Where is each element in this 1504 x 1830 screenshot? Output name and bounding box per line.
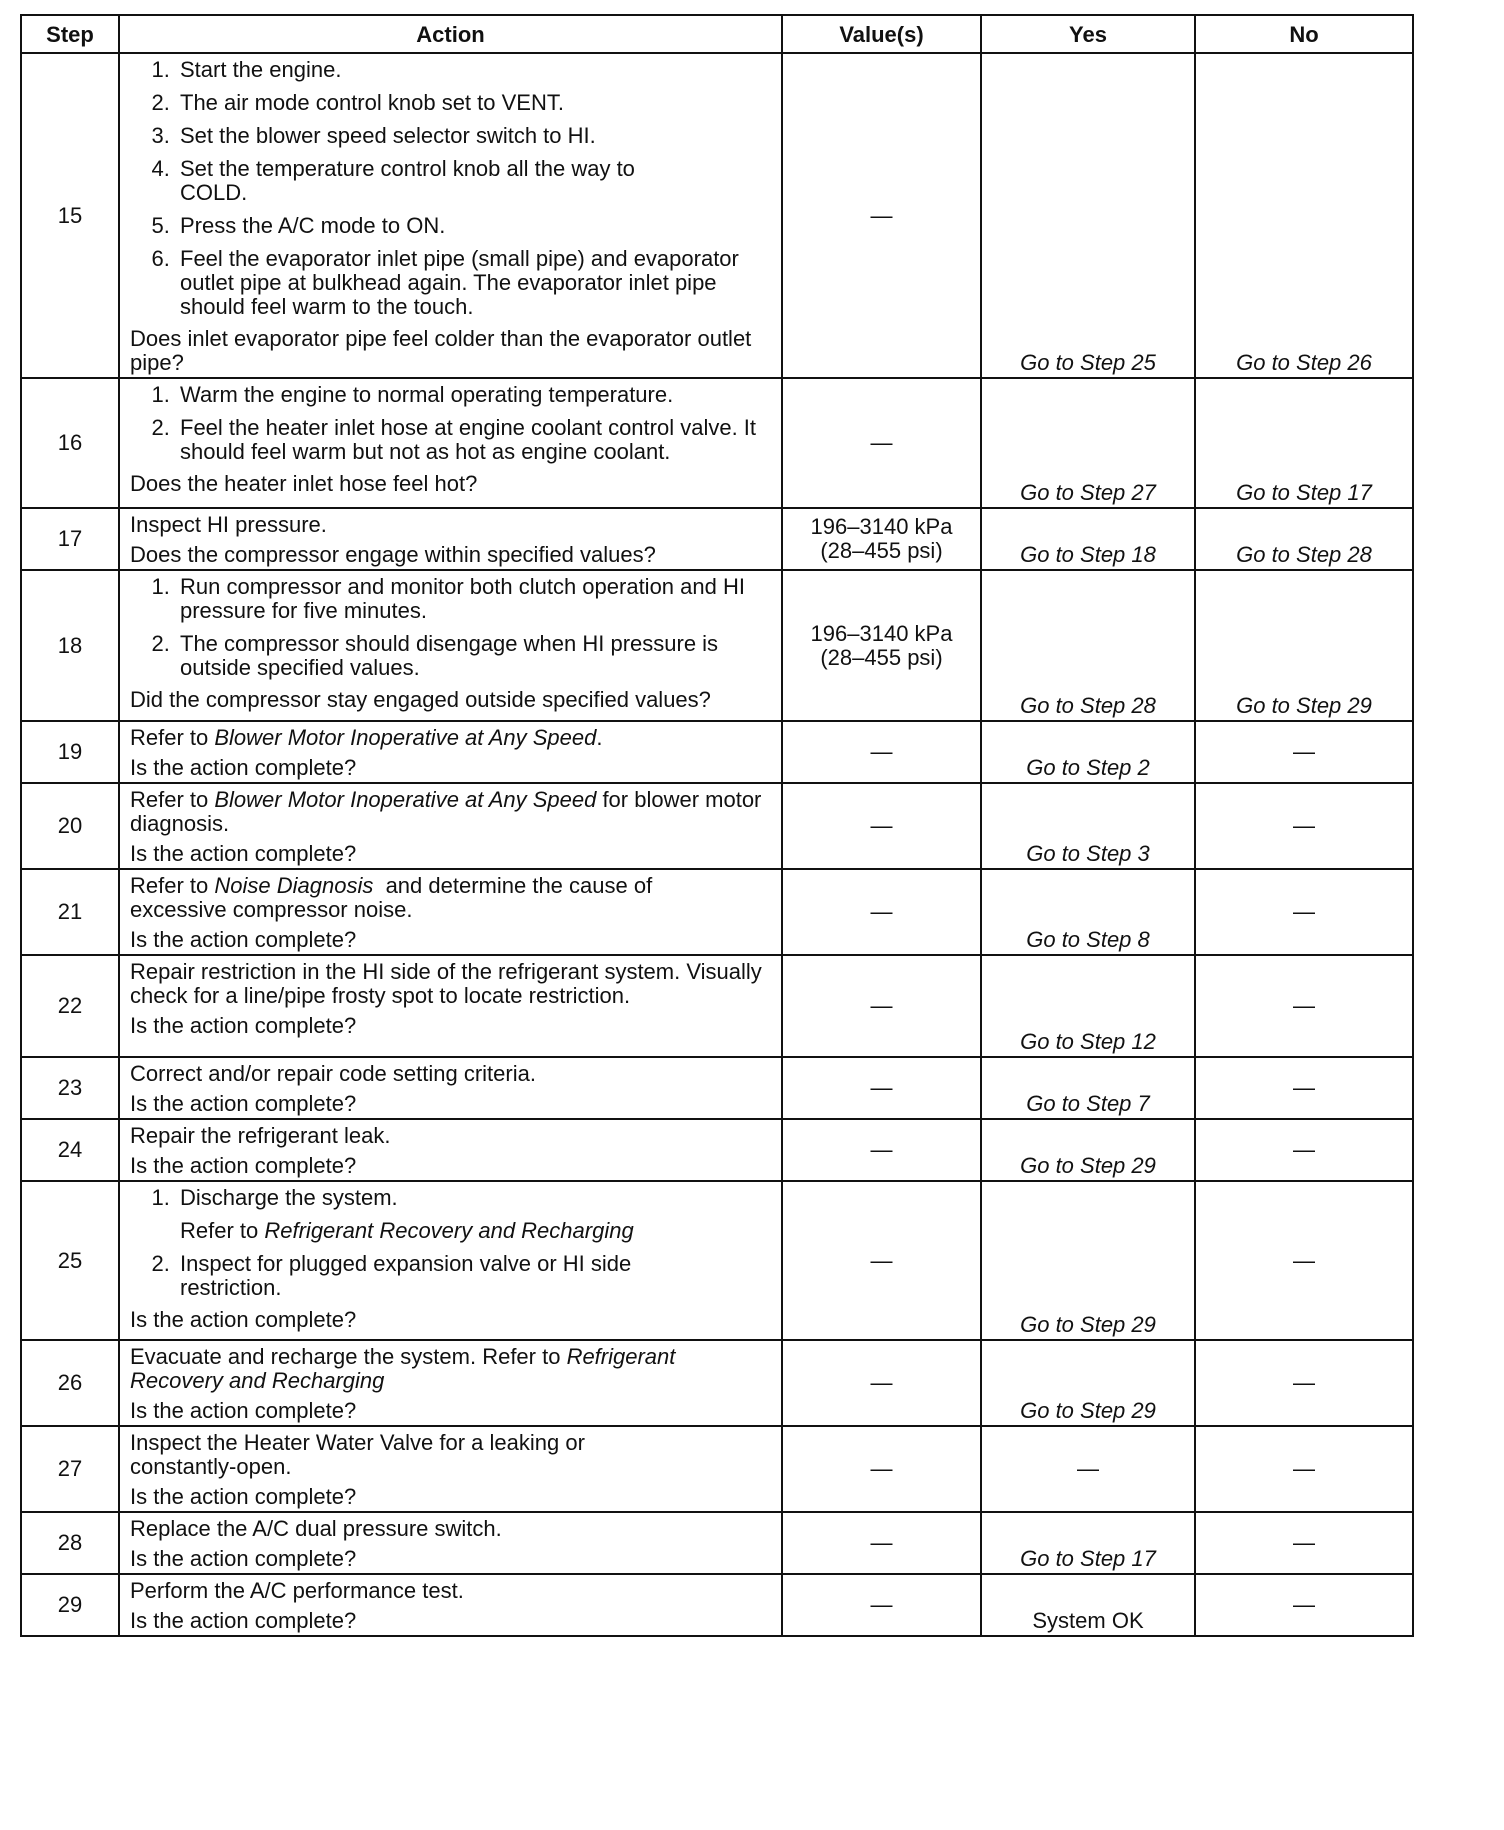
value-cell: — (782, 1119, 981, 1181)
action-cell (119, 1426, 782, 1512)
action-cell (119, 1181, 782, 1340)
step-number: 22 (21, 955, 119, 1057)
yes-result: Go to Step 27 (1020, 480, 1156, 505)
action-text: Repair restriction in the HI side of the refrigerant system. Visually check for a line/pipe frosty spot to locate restriction. (130, 959, 762, 1008)
no-cell (1195, 1574, 1413, 1636)
table-row (21, 1181, 1413, 1340)
step-number: 29 (21, 1574, 119, 1636)
action-step: 4. Set the temperature control knob all the way to COLD. (176, 157, 771, 205)
table-row (21, 1119, 1413, 1181)
no-result: — (1293, 1592, 1315, 1617)
yes-cell (981, 53, 1195, 378)
value-cell: — (782, 783, 981, 869)
step-number: 17 (21, 508, 119, 570)
action-text: Replace the A/C dual pressure switch. (130, 1516, 502, 1541)
no-result: — (1293, 739, 1315, 764)
action-cell (119, 869, 782, 955)
yes-result: Go to Step 12 (1020, 1029, 1156, 1054)
yes-result: Go to Step 7 (1026, 1091, 1150, 1116)
no-result: Go to Step 26 (1236, 350, 1372, 375)
value-cell (782, 508, 981, 570)
table-row (21, 1426, 1413, 1512)
yes-result: Go to Step 8 (1026, 927, 1150, 952)
table-row (21, 955, 1413, 1057)
action-text (130, 726, 771, 750)
action-steps-list (130, 1186, 771, 1300)
action-question: Does inlet evaporator pipe feel colder than the evaporator outlet pipe? (130, 326, 752, 375)
action-cell (119, 783, 782, 869)
action-question: Is the action complete? (130, 1398, 357, 1423)
value-cell: — (782, 53, 981, 378)
table-row (21, 1512, 1413, 1574)
yes-cell (981, 570, 1195, 721)
action-question: Is the action complete? (130, 1484, 357, 1509)
no-result: — (1293, 899, 1315, 924)
action-cell (119, 1340, 782, 1426)
action-question: Is the action complete? (130, 755, 357, 780)
action-text-prefix: Refer to (130, 725, 215, 750)
action-text: Correct and/or repair code setting criteria. (130, 1061, 536, 1086)
action-text-suffix: and determine the cause of excessive compressor noise. (130, 873, 659, 922)
value-cell: — (782, 1574, 981, 1636)
action-step: 1. Warm the engine to normal operating temperature. (176, 383, 771, 407)
action-step: 1. Start the engine. (176, 58, 771, 82)
action-step: 2. Inspect for plugged expansion valve or HI side restriction. (176, 1252, 771, 1300)
no-cell (1195, 508, 1413, 570)
yes-result: Go to Step 28 (1020, 693, 1156, 718)
no-result: — (1293, 1456, 1315, 1481)
action-step-reference (180, 1219, 771, 1243)
value-kpa: 196–3140 kPa (810, 620, 953, 646)
no-result: Go to Step 28 (1236, 542, 1372, 567)
table-row (21, 570, 1413, 721)
no-cell (1195, 1181, 1413, 1340)
action-question: Is the action complete? (130, 1608, 357, 1633)
action-question: Is the action complete? (130, 1013, 357, 1038)
action-text-prefix: Refer to (130, 787, 215, 812)
yes-cell (981, 1340, 1195, 1426)
action-step (176, 1186, 771, 1243)
yes-result: Go to Step 29 (1020, 1398, 1156, 1423)
action-text (130, 1345, 771, 1393)
yes-result: System OK (1032, 1608, 1144, 1633)
action-steps-list (130, 58, 771, 319)
reference-link: Noise Diagnosis (214, 873, 374, 898)
action-text (130, 874, 771, 922)
step-number: 25 (21, 1181, 119, 1340)
action-question: Is the action complete? (130, 1307, 357, 1332)
action-step: 5. Press the A/C mode to ON. (176, 214, 771, 238)
header-no: No (1195, 15, 1413, 53)
no-result: — (1293, 1137, 1315, 1162)
value-cell: — (782, 1181, 981, 1340)
value-cell: — (782, 378, 981, 508)
no-result: — (1293, 1370, 1315, 1395)
value-cell: — (782, 1340, 981, 1426)
step-number: 28 (21, 1512, 119, 1574)
yes-cell (981, 955, 1195, 1057)
action-text-suffix: . (596, 725, 603, 750)
action-cell (119, 1057, 782, 1119)
table-row (21, 378, 1413, 508)
header-step: Step (21, 15, 119, 53)
step-number: 27 (21, 1426, 119, 1512)
table-row (21, 1057, 1413, 1119)
action-text: Inspect HI pressure. (130, 512, 327, 537)
value-psi: (28–455 psi) (820, 644, 943, 670)
no-result: Go to Step 29 (1236, 693, 1372, 718)
yes-cell (981, 1119, 1195, 1181)
value-kpa: 196–3140 kPa (810, 514, 953, 539)
no-result: — (1293, 1247, 1315, 1273)
action-step: 1. Run compressor and monitor both clutch operation and HI pressure for five minutes. (176, 575, 771, 623)
table-row (21, 783, 1413, 869)
value-psi: (28–455 psi) (820, 538, 943, 563)
action-steps-list (130, 383, 771, 464)
action-text: Repair the refrigerant leak. (130, 1123, 391, 1148)
value-cell: — (782, 721, 981, 783)
yes-cell (981, 378, 1195, 508)
header-yes: Yes (981, 15, 1195, 53)
action-question: Is the action complete? (130, 841, 357, 866)
header-values: Value(s) (782, 15, 981, 53)
action-text-prefix: Refer to (130, 873, 215, 898)
step-number: 24 (21, 1119, 119, 1181)
action-cell (119, 570, 782, 721)
no-cell (1195, 1426, 1413, 1512)
action-cell (119, 1512, 782, 1574)
action-step: 6. Feel the evaporator inlet pipe (small pipe) and evaporator outlet pipe at bulkhead again. The evaporator inlet pipe should feel warm to the touch. (176, 247, 771, 319)
header-row (21, 15, 1413, 53)
yes-result: Go to Step 17 (1020, 1546, 1156, 1571)
step-number: 23 (21, 1057, 119, 1119)
action-cell (119, 955, 782, 1057)
yes-result: Go to Step 2 (1026, 755, 1150, 780)
value-cell: — (782, 1426, 981, 1512)
reference-link: Refrigerant Recovery and Recharging (264, 1218, 634, 1243)
yes-result: Go to Step 29 (1020, 1312, 1156, 1337)
action-text-prefix: Evacuate and recharge the system. Refer to (130, 1344, 567, 1369)
action-text: Perform the A/C performance test. (130, 1578, 464, 1603)
yes-result: Go to Step 18 (1020, 542, 1156, 567)
no-result: Go to Step 17 (1236, 480, 1372, 505)
action-text (130, 788, 771, 836)
action-step: 3. Set the blower speed selector switch to HI. (176, 124, 771, 148)
action-question: Did the compressor stay engaged outside specified values? (130, 687, 711, 712)
step-number: 21 (21, 869, 119, 955)
action-question: Is the action complete? (130, 1546, 357, 1571)
action-step: 2. Feel the heater inlet hose at engine coolant control valve. It should feel warm but not as hot as engine coolant. (176, 416, 771, 464)
action-question: Is the action complete? (130, 927, 357, 952)
action-cell (119, 508, 782, 570)
yes-cell (981, 783, 1195, 869)
step-number: 18 (21, 570, 119, 721)
action-question: Does the compressor engage within specified values? (130, 542, 656, 567)
action-question: Is the action complete? (130, 1091, 357, 1116)
header-action: Action (119, 15, 782, 53)
no-cell (1195, 1512, 1413, 1574)
no-cell (1195, 1119, 1413, 1181)
action-steps-list (130, 575, 771, 680)
action-text-suffix: for blower motor diagnosis. (130, 787, 762, 836)
yes-result: Go to Step 29 (1020, 1153, 1156, 1178)
yes-cell (981, 1181, 1195, 1340)
no-cell (1195, 570, 1413, 721)
value-cell: — (782, 1512, 981, 1574)
action-step: 2. The air mode control knob set to VENT. (176, 91, 771, 115)
action-question: Does the heater inlet hose feel hot? (130, 471, 478, 496)
no-cell (1195, 783, 1413, 869)
value-cell: — (782, 1057, 981, 1119)
diagnostic-table (20, 14, 1414, 1637)
table-row (21, 869, 1413, 955)
action-question: Is the action complete? (130, 1153, 357, 1178)
no-result: — (1293, 1530, 1315, 1555)
no-result: — (1293, 813, 1315, 838)
action-step: 2. The compressor should disengage when HI pressure is outside specified values. (176, 632, 771, 680)
yes-cell (981, 508, 1195, 570)
yes-cell (981, 1057, 1195, 1119)
value-cell: — (782, 869, 981, 955)
step-number: 19 (21, 721, 119, 783)
action-cell (119, 721, 782, 783)
yes-cell (981, 869, 1195, 955)
table-row (21, 508, 1413, 570)
no-cell (1195, 955, 1413, 1057)
reference-link: Refrigerant Recovery and Recharging (130, 1344, 676, 1393)
action-cell (119, 53, 782, 378)
step-number: 15 (21, 53, 119, 378)
reference-link: Blower Motor Inoperative at Any Speed (214, 787, 597, 812)
action-cell (119, 1574, 782, 1636)
action-text: Inspect the Heater Water Valve for a leaking or constantly-open. (130, 1430, 585, 1479)
no-result: — (1293, 1075, 1315, 1100)
no-cell (1195, 378, 1413, 508)
yes-cell (981, 721, 1195, 783)
action-cell (119, 378, 782, 508)
action-step-text: Discharge the system. (180, 1185, 398, 1210)
no-cell (1195, 1057, 1413, 1119)
no-result: — (1293, 993, 1315, 1018)
reference-prefix: Refer to (180, 1218, 265, 1243)
value-cell (782, 570, 981, 721)
yes-result: Go to Step 3 (1026, 841, 1150, 866)
yes-result: — (1077, 1456, 1099, 1481)
yes-cell (981, 1574, 1195, 1636)
yes-cell (981, 1512, 1195, 1574)
no-cell (1195, 869, 1413, 955)
step-number: 26 (21, 1340, 119, 1426)
yes-cell (981, 1426, 1195, 1512)
table-row (21, 53, 1413, 378)
action-cell (119, 1119, 782, 1181)
value-cell: — (782, 955, 981, 1057)
yes-result: Go to Step 25 (1020, 350, 1156, 375)
step-number: 16 (21, 378, 119, 508)
table-row (21, 1574, 1413, 1636)
table-row (21, 721, 1413, 783)
no-cell (1195, 721, 1413, 783)
reference-link: Blower Motor Inoperative at Any Speed (214, 725, 597, 750)
table-row (21, 1340, 1413, 1426)
no-cell (1195, 1340, 1413, 1426)
diagnostic-table-page (20, 14, 1412, 1637)
step-number: 20 (21, 783, 119, 869)
no-cell (1195, 53, 1413, 378)
